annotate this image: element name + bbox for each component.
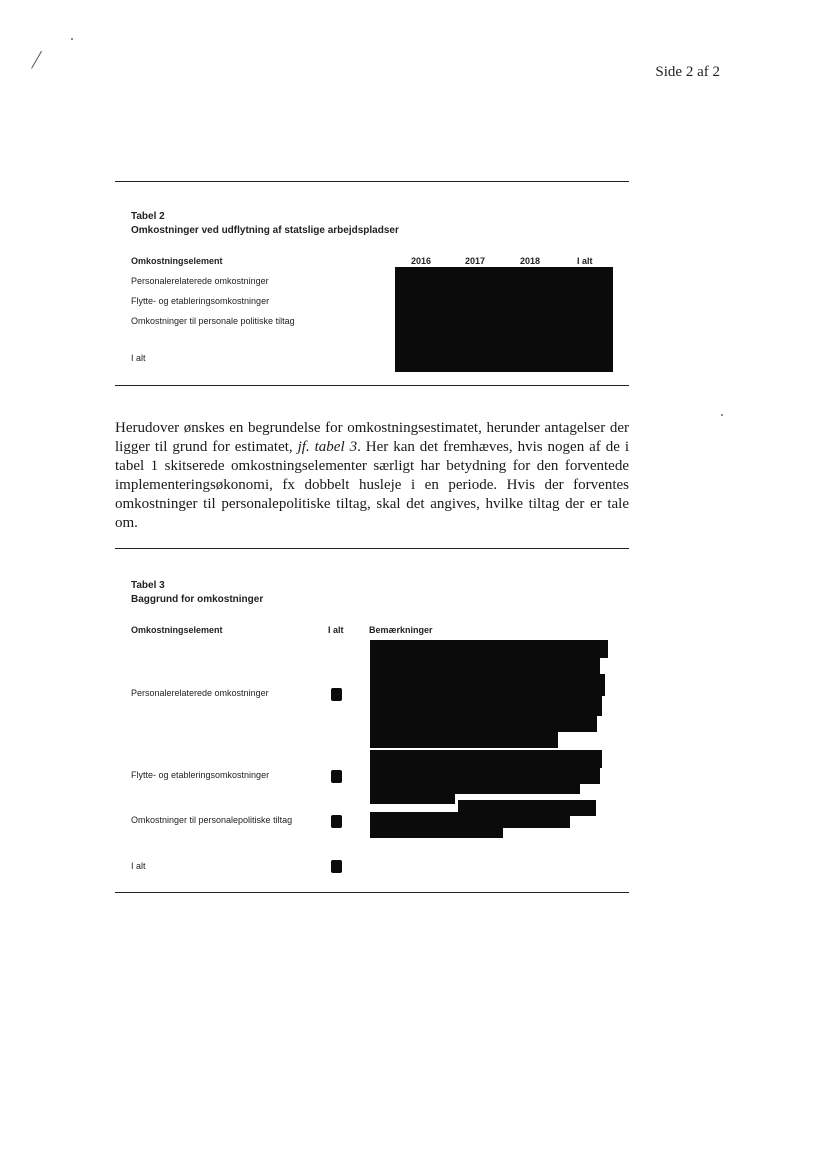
table3-header-total: I alt [328, 625, 344, 635]
table3-row-label: Personalerelaterede omkostninger [131, 688, 269, 698]
table2-year-2017: 2017 [465, 256, 486, 266]
table3-row-label: I alt [131, 861, 146, 871]
table3-subtitle: Baggrund for omkostninger [131, 594, 264, 605]
body-paragraph: Herudover ønskes en begrundelse for omkostningsestimatet, herunder antagelser der ligger til grund for estimatet, jf. tabel 3. Her kan det fremhæves, hvis nogen af de i tabel 1 skitserede omkostningselementer særligt har betydning for den forventede implementeringsøkonomi, fx dobbelt husleje i en periode. Hvis der forventes omkostninger til personalepolitiske tiltag, skal det angives, hvilke tiltag der er tale om. [115, 420, 630, 531]
table3-row-label: Omkostninger til personalepolitiske tiltag [131, 815, 293, 825]
table3-redacted-total [331, 770, 342, 783]
table2-redacted-values [395, 267, 613, 372]
table2-bottom-rule [115, 385, 629, 386]
table2-year-2016: 2016 [411, 256, 432, 266]
table3-redacted-total [331, 815, 342, 828]
table3-redacted-remarks [370, 824, 503, 838]
table2-subtitle: Omkostninger ved udflytning af statslige arbejdspladser [131, 225, 399, 236]
table-reference: jf. tabel 3 [297, 439, 358, 455]
table2-row-label: Omkostninger til personale politiske tiltag [131, 316, 295, 326]
scan-mark [31, 51, 43, 69]
table3-redacted-remarks [370, 656, 600, 676]
scan-dot [721, 414, 723, 416]
table2-row-label: I alt [131, 353, 146, 363]
table3-redacted-remarks [370, 694, 602, 716]
table3-bottom-rule [115, 892, 629, 893]
table3-header-remarks: Bemærkninger [369, 625, 433, 635]
table2-column-label: Omkostningselement [131, 256, 223, 266]
table2-year-total: I alt [577, 256, 593, 266]
table2-title: Tabel 2 [131, 211, 165, 222]
table3-redacted-total [331, 688, 342, 701]
table2-row-label: Flytte- og etableringsomkostninger [131, 296, 270, 306]
table3-redacted-remarks [370, 730, 558, 748]
table3-row-label: Flytte- og etableringsomkostninger [131, 770, 270, 780]
table3-redacted-total [331, 860, 342, 873]
page-number: Side 2 af 2 [655, 64, 720, 80]
table3-header-element: Omkostningselement [131, 625, 223, 635]
table2-row-label: Personalerelaterede omkostninger [131, 276, 269, 286]
table3-top-rule [115, 548, 629, 549]
table2-year-2018: 2018 [520, 256, 541, 266]
table3-redacted-remarks [370, 674, 605, 696]
table3-redacted-remarks [370, 790, 455, 804]
table3-title: Tabel 3 [131, 580, 165, 591]
table2-top-rule [115, 181, 629, 182]
scan-dot [71, 38, 73, 40]
